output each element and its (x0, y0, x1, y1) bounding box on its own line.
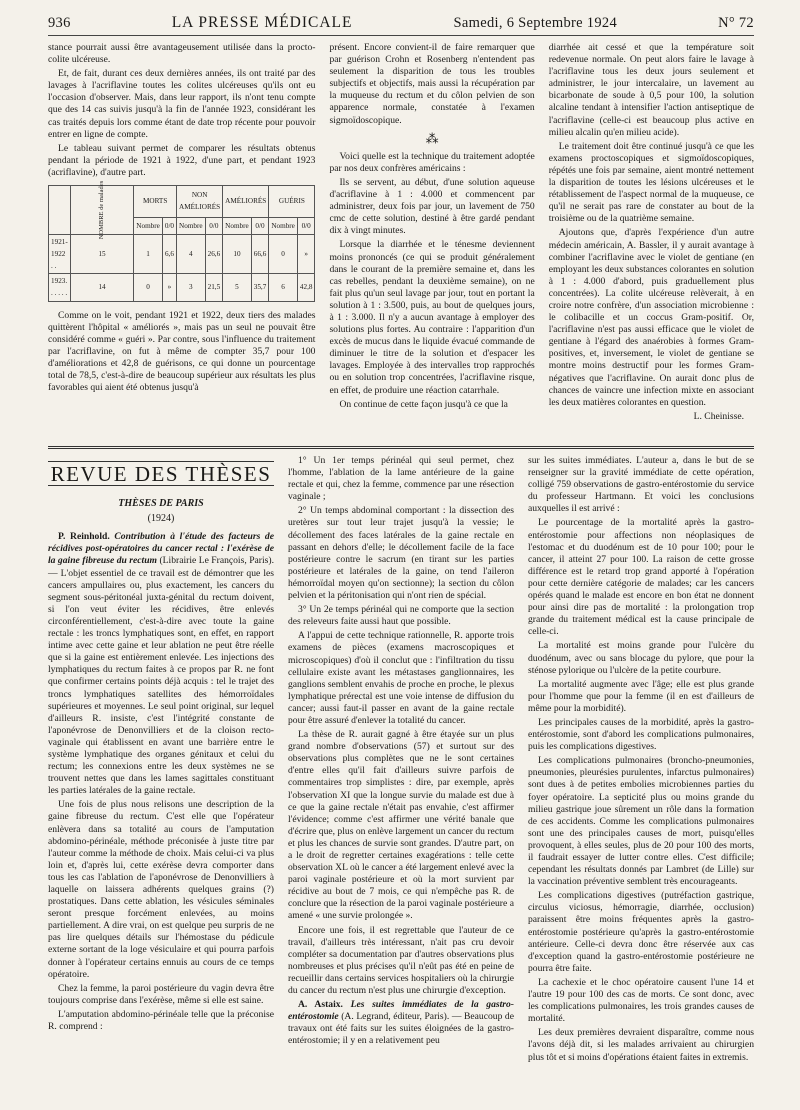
section-title: REVUE DES THÈSES (48, 461, 274, 486)
table-header-empty (49, 186, 71, 235)
bottom-column-2 (288, 455, 514, 1110)
results-table (48, 181, 315, 301)
table-cell: 0 (269, 235, 298, 274)
thesis-author: A. Astaix. (298, 999, 343, 1011)
table-cell-year: 1921-1922 . . (49, 235, 71, 274)
paragraph: A l'appui de cette technique rationnelle, R. apporte trois examens de pièces (examens macroscopiques et microscopiques) d'où il conclut que : l'infiltration du tissu cellulaire existe avant les métastases ganglionnaires, les ganglions semblent envahis de proche en proche, le plexus lymphatique prérectal est une voie intense de diffusion du cancer; aussi faut-il passer en avant de la gaine rectale pour être assuré d'enlever la totalité du cancer. (288, 630, 514, 726)
section-divider (48, 446, 754, 449)
paragraph: présent. Encore convient-il de faire remarquer que par guérison Crohn et Rosenberg n'entendent pas seulement la disparition de tous les troubles subjectifs et objectifs, mais aussi la récupération par la muqueuse du rectum et du côlon pelvien de son apparence normale, constatée à l'examen sigmoïdoscopique. (329, 42, 535, 126)
table-subheader: Nombre (269, 217, 298, 235)
review-text: (Librairie Le François, Paris). — L'objet essentiel de ce travail est de démontrer que les cancers ampullaires ou, plus exactement, les cancers du segment sous-péritonéal juxta-génital du rectum doivent, si l'on veut éviter les récidives, être enlevés circonférentiellement, c'est-à-dire avec toute la gaine rectale : les troncs lymphatiques sont, en effet, en rapport intime avec cette gaine et leur ablation ne peut être réelle que si la gaine est entièrement enlevée. Les injections des lymphatiques du rectum faites à ce propos par R. ne font que confirmer certains points déjà acquis : tel le trajet des troncs lymphatiques satellites des hémorroïdales supérieures et moyennes. Le seul point original, sur lequel d'ailleurs R. insiste, c'est l'intégrité constante de l'aponévrose de Denonvilliers et de la cloison recto-vaginale qui établissent en avant une barrière entre le système lymphatique des organes génitaux et celui du rectum; les connexions entre les deux systèmes ne se trouvent nettes que dans les lames sagittales constituant les parties latérales de la gaine rectale. (48, 555, 274, 797)
paragraph: Comme on le voit, pendant 1921 et 1922, deux tiers des malades quittèrent l'hôpital « améliorés », mais pas un seul ne pouvait être considéré comme « guéri ». Par contre, sous l'influence du traitement par l'acriflavine, on fut à même de compter 35,7 pour 100 d'améliorations et 42,8 de guérisons, ce qui donne un pourcentage total de 78,5, c'est-à-dire de beaucoup supérieur aux résultats les plus favorables qui aient été obtenus jusqu'à (48, 309, 316, 394)
page-header (48, 14, 754, 36)
paragraph: Encore une fois, il est regrettable que l'auteur de ce travail, d'ailleurs très intéressant, n'ait pas cru devoir compléter sa documentation par d'autres observations plus nombreuses et plus précises qu'il n'eût pas été en peine de recueillir dans certains services hospitaliers où la chirurgie du cancer du rectum n'est plus une chirurgie d'exception. (288, 924, 514, 997)
paragraph: diarrhée ait cessé et que la température soit redevenue normale. On peut alors faire le lavage à l'acriflavine tous les deux jours seulement et administrer, le jour intercalaire, un lavement au bicarbonate de soude à 0,5 pour 100, la solution alcaline tendant à intensifier l'action antiseptique de l'acriflavine (celle-ci est beaucoup plus active en milieu alcalin qu'en milieu acide). (548, 42, 755, 138)
top-article (48, 42, 754, 438)
paragraph: La thèse de R. aurait gagné à être étayée sur un plus grand nombre d'observations (57) et surtout sur des observations plus complètes que ne le sont certaines d'entre elles qu'il fait d'ailleurs suivre parfois de commentaires trop simplistes : dire, par exemple, après l'observation XI que la longue survie du malade est due à ce que la gaine rectale n'était pas envahie, c'est affirmer l'évidence; comme c'est affirmer une vérité banale que d'écrire que, plus on enlève largement un cancer du rectum et plus les chances de survie sont grandes. D'autre part, on a le droit de regretter certaines exagérations : telle cette observation XL où le cancer a été largement enlevé avec la paroi vaginale postérieure et où la mort survient par récidive au bout de 7 mois, ce qui n'empêche pas R. de conclure que la résection de la paroi vaginale postérieure a amené « une survie prolongée ». (288, 729, 514, 922)
table-header-cured: GUÉRIS (269, 186, 315, 218)
thesis-author: P. Reinhold. (58, 531, 110, 543)
top-column-3 (549, 42, 754, 438)
table-cell: 3 (177, 274, 206, 301)
top-column-2 (329, 42, 534, 438)
paragraph: La mortalité est moins grande pour l'ulcère du duodénum, avec ou sans blocage du pylore, que pour la sténose pylorique ou l'ulcère de la petite courbure. (528, 640, 754, 676)
paragraph: On continue de cette façon jusqu'à ce que la (339, 398, 508, 410)
table-row (49, 274, 315, 301)
paragraph: Les principales causes de la morbidité, après la gastro-entérostomie, sont d'abord les complications pulmonaires, puis les complications digestives. (528, 716, 754, 753)
table-cell: 42,8 (297, 274, 315, 301)
table-cell: 6,6 (162, 235, 176, 274)
subsection-year: (1924) (147, 513, 175, 525)
section-separator: ⁂ (425, 130, 439, 146)
table-cell: 21,5 (205, 274, 223, 301)
table-subheader: Nombre (223, 217, 252, 235)
table-cell: 1 (134, 235, 163, 274)
paragraph: 3° Un 2e temps périnéal qui ne comporte que la section des releveurs faite aussi haut que possible. (288, 604, 514, 628)
review-paragraph (288, 999, 514, 1047)
paragraph: Ajoutons que, d'après l'expérience d'un autre médecin américain, A. Bassler, il y aurait avantage à combiner l'acriflavine avec le violet de gentiane (en employant les deux substances colorantes en solution à 1 : 4.000 d'abord, puis graduellement plus concentrées). La colite ulcéreuse relèverait, à en croire notre confrère, d'un association microbienne : le colibacille et un coccus Gram-positif. Or, l'acriflavine n'est pas aussi efficace que le violet de gentiane à l'égard des anaérobies à formes Gram-positives, et, inversement, le violet de gentiane se montre moins destructif pour les formes Gram-négatives que l'acriflavine. On aurait donc plus de chances de vaincre une infection mixte en associant les deux matières colorantes en question. (548, 227, 755, 408)
paragraph: sur les suites immédiates. L'auteur a, dans le but de se renseigner sur la gravité immédiate de cette opération, colligé 759 observations de gastro-entérostomie du service du professeur Hartmann. Et voici les conclusions auxquelles il est arrivé : (528, 455, 754, 515)
table-subheader: 0/0 (205, 217, 223, 235)
paragraph: Chez la femme, la paroi postérieure du vagin devra être toujours comprise dans l'exérèse, même si elle est saine. (48, 982, 274, 1006)
review-text: (A. Legrand, éditeur, Paris). — Beaucoup de travaux ont été faits sur les suites éloignées de la gastro-entérostomie; il y en a relativement peu (288, 1011, 514, 1047)
table-cell-year: 1923. . . . . . (49, 274, 71, 301)
paragraph: Le tableau suivant permet de comparer les résultats obtenus pendant la période de 1921 à 1922, d'une part, et pendant 1923 (acriflavine), d'autre part. (48, 142, 316, 178)
paragraph: 2° Un temps abdominal comportant : la dissection des uretères sur tout leur trajet jusqu'à la vessie; le décollement des faces latérales de la gaine rectale en passant en dehors d'elle; le décollement facile de la face postérieure contre le sacrum (en tirant sur les parties postérieure et latérales de la gaine, on tend l'aileron hémorroïdal moyen qu'on sectionne); la section du côlon pelvien et la péritonisation qui n'ont rien de spécial. (288, 505, 514, 602)
table-cell: 26,6 (205, 235, 223, 274)
table-subheader: 0/0 (297, 217, 315, 235)
table-subheader: 0/0 (251, 217, 269, 235)
table-cell: 10 (223, 235, 252, 274)
table-cell: 4 (177, 235, 206, 274)
paragraph: Le pourcentage de la mortalité après la gastro-entérostomie pour affections non néoplasiques de l'estomac et du duodénum est de 10 pour 100; pour le cancer, il atteint 27 pour 100. La raison de cette grosse différence est le retard trop grand apporté à l'opération pour cette dernière catégorie de malades; car les cancers opérés quand le malade est encore en bon état ne donnent pour ainsi dire pas de mortalité : la prolongation trop grande du traitement médical est la cause principale de celle-ci. (528, 517, 754, 638)
paragraph: Ils se servent, au début, d'une solution aqueuse d'acriflavine à 1 : 4.000 et commencent par administrer, deux fois par jour, un lavement de 750 cmc de cette solution, destiné à être gardé pendant dix à vingt minutes. (329, 176, 535, 237)
subsection-title: THÈSES DE PARIS (118, 498, 204, 510)
table-cell: 66,6 (251, 235, 269, 274)
table-header-deaths: MORTS (134, 186, 177, 218)
bottom-column-1 (48, 455, 274, 1110)
bottom-column-3 (528, 455, 754, 1110)
table-cell: 14 (70, 274, 134, 301)
table-row (49, 235, 315, 274)
paragraph: Les deux premières devraient disparaître, comme nous l'avons déjà dit, si les malades arrivaient au chirurgien plus tôt et si moins d'opérations étaient faites in extremis. (528, 1027, 754, 1063)
paragraph: L'amputation abdomino-périnéale telle que la préconise R. comprend : (48, 1008, 274, 1033)
journal-title: LA PRESSE MÉDICALE (171, 14, 353, 31)
thesis-title: Les suites immédiates de la gastro-entérostomie (288, 999, 514, 1023)
author-signature: L. Cheinisse. (693, 410, 745, 422)
paragraph: stance pourrait aussi être avantageusement utilisée dans la procto-colite ulcéreuse. (48, 42, 316, 66)
paragraph: Voici quelle est la technique du traitement adoptée par nos deux confrères américains : (329, 150, 535, 174)
thesis-title: Contribution à l'étude des facteurs de récidives post-opératoires du cancer rectal : l'exérèse de la gaine fibreuse du rectum (48, 531, 274, 567)
table-cell: 5 (223, 274, 252, 301)
table-cell: » (162, 274, 176, 301)
paragraph: Les complications pulmonaires (broncho-pneumonies, pneumonies, pleurésies purulentes, infarctus pulmonaires) sont dues à de petites embolies microbiennes parties du foyer opératoire. La septicité plus ou moins grande du milieu gastrique joue sûrement un rôle dans la formation de ces accidents. Comme les complications pulmonaires sont une des principales causes de mort, puisqu'elles provoquent, à elles seules, plus de 20 pour 100 des morts, il faudrait essayer de lutter contre elles. C'est difficile; cependant les résultats donnés par Lambret (de Lille) sur la vaccination préventive semblent très encourageants. (528, 755, 754, 888)
top-column-1 (48, 42, 315, 438)
paragraph: La mortalité augmente avec l'âge; elle est plus grande pour l'homme que pour la femme (il en est d'ailleurs de même pour la morbidité). (528, 678, 754, 714)
table-header-not-improved: NON AMÉLIORÉS (177, 186, 223, 218)
paragraph: Une fois de plus nous relisons une description de la gaine fibreuse du rectum. C'est elle que l'opérateur enlèvera dans sa totalité au cours de l'amputation abdomino-périnéale, méthode préconisée à juste titre par l'auteur comme la méthode de choix. Mais celui-ci va plus loin et, d'après lui, cette exérèse devra comporter dans tous les cas l'ablation de l'aponévrose de Denonvilliers à laquelle on laissera adhérents quelques grains (?) prostatiques. Dans cette ablation, les vésicules séminales seront presque forcément enlevées, au moins partiellement. A dire vrai, on est quelque peu surpris de ne pas lire quelques détails sur l'hémostase du pédicule externe sortant de la loge vésiculaire et qui pourra parfois donner à l'opérateur certains ennuis au cours de ce temps opératoire. (48, 799, 274, 980)
table-cell: 35,7 (251, 274, 269, 301)
table-header-improved: AMÉLIORÉS (223, 186, 269, 218)
table-header-cases: NOMBRE de malades (97, 181, 105, 240)
paragraph: La cachexie et le choc opératoire causent l'une 14 et l'autre 19 pour 100 des cas de morts. Ce sont donc, avec les complications pulmonaires, les trois grandes causes de mortalité. (528, 976, 754, 1025)
paragraph: Le traitement doit être continué jusqu'à ce que les examens proctoscopiques et sigmoïdoscopiques, répétés une fois par semaine, aient montré nettement la disparition de toutes les lésions ulcéreuses et le rétablissement de l'aspect normal de la muqueuse, ce qu'il ne serait pas rare de constater au bout de la troisième ou de la quatrième semaine. (548, 140, 755, 225)
thesis-review (48, 455, 754, 1110)
page-number: 936 (48, 15, 71, 31)
paragraph: Lorsque la diarrhée et le ténesme deviennent moins prononcés (ce qui se produit généralement dans le courant de la première semaine et, dans les cas rebelles, pendant la deuxième semaine), on ne fait plus qu'un seul lavage par jour, tout en portant la solution à 1 : 3.500, puis, au bout de quelques jours, à 1 : 3.000. Il n'y a aucun avantage à employer des solutions plus fortes. Au contraire : l'apparition d'un excès de mucus dans le liquide évacué commande de diminuer le titre de la solution et d'espacer les lavages. Employée à des intervalles trop rapprochés ou en solution trop concentrées, l'acriflavine risque, en effet, de produire une réaction catarrhale. (329, 239, 535, 396)
table-cell: 15 (70, 235, 134, 274)
issue-date: Samedi, 6 Septembre 1924 (453, 15, 617, 31)
review-paragraph (48, 531, 274, 797)
table-subheader: 0/0 (162, 217, 176, 235)
issue-number: N° 72 (718, 15, 754, 31)
paragraph: 1° Un 1er temps périnéal qui seul permet, chez l'homme, l'ablation de la lame antérieure de la gaine rectale et qui, chez la femme, commence par une résection vaginale ; (288, 455, 514, 503)
table-cell: » (297, 235, 315, 274)
table-cell: 0 (134, 274, 163, 301)
table-subheader: Nombre (177, 217, 206, 235)
table-subheader: Nombre (134, 217, 163, 235)
table-cell: 6 (269, 274, 298, 301)
paragraph: Et, de fait, durant ces deux dernières années, ils ont traité par des lavages à l'acriflavine toutes les colites ulcéreuses qu'ils ont eu l'occasion d'observer. Mais, dans leur rapport, ils n'ont tenu compte que des 14 cas suivis jusqu'à la fin de l'année 1923, considérant les cas traités depuis lors comme étant de date trop récente pour pouvoir entrer en ligne de compte. (48, 68, 316, 140)
paragraph: Les complications digestives (putréfaction gastrique, circulus viciosus, hémorragie, diarrhée, occlusion) paraissent être moins fréquentes après la gastro-entérostomie postérieure qu'après la gastro-entérostomie antérieure. Celle-ci devra donc être réservée aux cas d'exception quand la gastro-entérostomie postérieure ne pourra être faite. (528, 890, 754, 974)
